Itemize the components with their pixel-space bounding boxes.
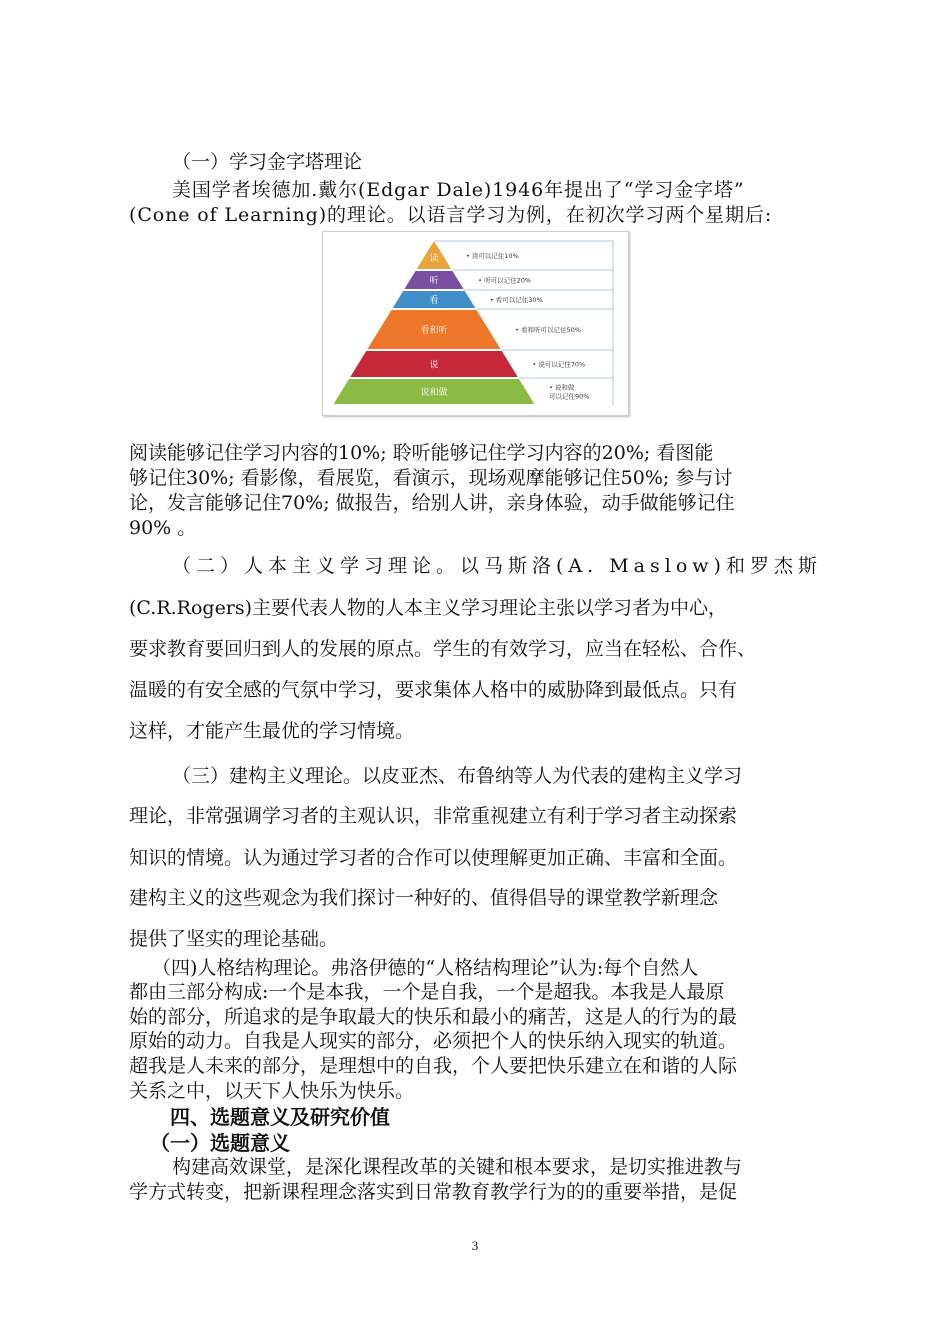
pyramid-level-label: 看和听 [420, 326, 448, 336]
paragraph-line: 关系之中，以天下人快乐为快乐。 [129, 1080, 415, 1102]
paragraph-line: 理论，非常强调学习者的主观认识，非常重视建立有利于学习者主动探索 [129, 805, 738, 827]
paragraph-line: 这样，才能产生最优的学习情境。 [129, 720, 415, 742]
paragraph-line: 要求教育要回归到人的发展的原点。学生的有效学习，应当在轻松、合作、 [129, 638, 757, 660]
paragraph-line: （二）人本主义学习理论。以马斯洛(A. Maslow)和罗杰斯 [172, 555, 822, 577]
pyramid-level-label: 说和做 [420, 388, 448, 398]
pyramid-note: • 读可以记住10% [465, 252, 519, 260]
pyramid-svg [323, 232, 628, 415]
pyramid-note: • 听可以记住20% [478, 276, 532, 285]
paragraph-line: 构建高效课堂，是深化课程改革的关键和根本要求，是切实推进教与 [172, 1156, 743, 1178]
pyramid-level-label: 说 [429, 360, 439, 371]
paragraph-line: 论，发言能够记住70%; 做报告，给别人讲，亲身体验，动手做能够记住 [129, 492, 735, 514]
paragraph-line: （三）建构主义理论。以皮亚杰、布鲁纳等人为代表的建构主义学习 [172, 765, 743, 787]
paragraph-line: (Cone of Learning)的理论。以语言学习为例，在初次学习两个星期后: [129, 204, 773, 226]
paragraph-line: 超我是人未来的部分，是理想中的自我，个人要把快乐建立在和谐的人际 [129, 1055, 738, 1077]
pyramid-level-label: 听 [429, 276, 439, 287]
paragraph-line: 温暖的有安全感的气氛中学习，要求集体人格中的威胁降到最低点。只有 [129, 679, 738, 701]
pyramid-level-label: 读 [429, 254, 439, 264]
learning-pyramid-figure [322, 231, 629, 416]
pyramid-note: • 说和做 [549, 383, 575, 392]
sub-heading: （一）选题意义 [150, 1131, 290, 1155]
paragraph-line: 原始的动力。自我是人现实的部分，必须把个人的快乐纳入现实的轨道。 [129, 1030, 738, 1052]
paragraph-line: 提供了坚实的理论基础。 [129, 928, 339, 950]
pyramid-note: • 看可以记住30% [489, 296, 543, 304]
paragraph-line: 学方式转变，把新课程理念落实到日常教育教学行为的的重要举措，是促 [129, 1181, 738, 1203]
paragraph-line: 阅读能够记住学习内容的10%; 聆听能够记住学习内容的20%; 看图能 [129, 442, 714, 464]
paragraph-line: 建构主义的这些观念为我们探讨一种好的、值得倡导的课堂教学新理念 [129, 887, 719, 909]
paragraph-line: （四)人格结构理论。弗洛伊德的“人格结构理论”认为:每个自然人 [152, 957, 699, 979]
paragraph-line: 始的部分，所追求的是争取最大的快乐和最小的痛苦，这是人的行为的最 [129, 1006, 738, 1028]
paragraph-line: 知识的情境。认为通过学习者的合作可以使理解更加正确、丰富和全面。 [129, 847, 738, 869]
paragraph-line: 90% 。 [129, 517, 197, 539]
note-frame [434, 241, 613, 270]
note-frame [452, 270, 613, 290]
page-number: 3 [471, 1238, 479, 1253]
pyramid-note: • 说可以记住70% [532, 360, 586, 369]
heading-learning-pyramid: （一）学习金字塔理论 [172, 151, 363, 173]
paragraph-line: 美国学者埃德加.戴尔(Edgar Dale)1946年提出了“学习金字塔” [172, 179, 745, 201]
pyramid-level-label: 看 [429, 296, 439, 306]
section-heading: 四、选题意义及研究价值 [170, 1105, 390, 1129]
paragraph-line: 够记住30%; 看影像，看展览，看演示，现场观摩能够记住50%; 参与讨 [129, 467, 733, 489]
pyramid-note: • 看和听可以记住50% [515, 326, 581, 334]
pyramid-note: 可以记住90% [549, 392, 590, 401]
paragraph-line: (C.R.Rogers)主要代表人物的人本主义学习理论主张以学习者为中心， [129, 597, 728, 619]
paragraph-line: 都由三部分构成:一个是本我，一个是自我，一个是超我。本我是人最原 [129, 981, 725, 1003]
note-frame [518, 378, 613, 405]
